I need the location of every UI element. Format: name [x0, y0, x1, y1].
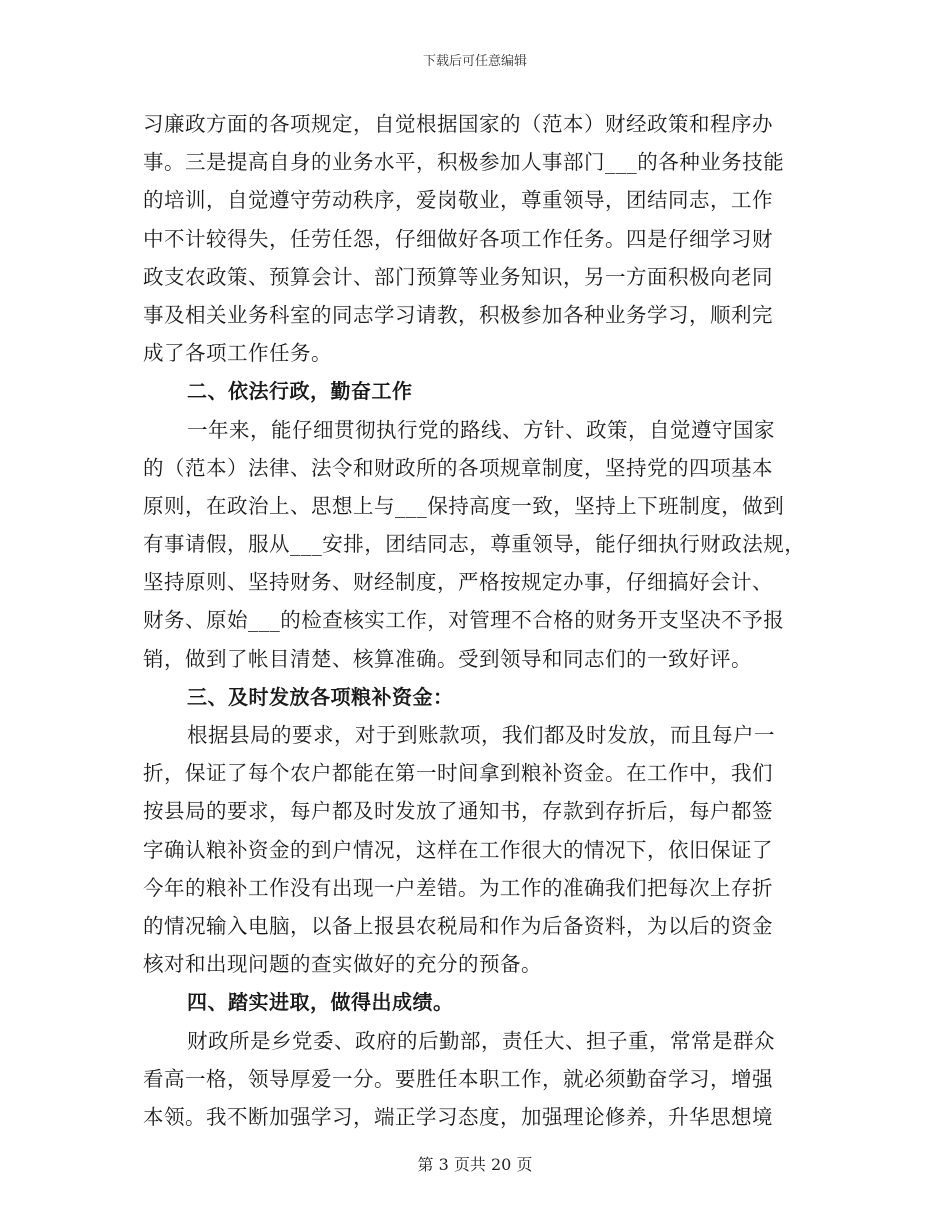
document-body — [143, 105, 813, 1136]
body-line: 政支农政策、预算会计、部门预算等业务知识，另一方面积极向老同 — [143, 264, 773, 289]
page-header: 下载后可任意编辑 — [422, 54, 527, 69]
body-line: 原则，在政治上、思想上与___保持高度一致，坚持上下班制度，做到 — [143, 493, 785, 518]
body-line: 成了各项工作任务。 — [143, 341, 332, 366]
body-line: 折，保证了每个农户都能在第一时间拿到粮补资金。在工作中，我们 — [143, 761, 773, 786]
body-line: 坚持原则、坚持财务、财经制度，严格按规定办事，仔细搞好会计、 — [143, 570, 773, 595]
body-line: 财务、原始___的检查核实工作，对管理不合格的财务开支坚决不予报 — [143, 608, 785, 633]
body-line: 的培训，自觉遵守劳动秩序，爱岗敬业，尊重领导，团结同志，工作 — [143, 188, 773, 213]
body-line: 根据县局的要求，对于到账款项，我们都及时发放，而且每户一 — [187, 723, 775, 747]
section-heading: 三、及时发放各项粮补资金： — [187, 684, 454, 709]
body-line: 本领。我不断加强学习，端正学习态度，加强理论修养，升华思想境 — [143, 1104, 773, 1129]
body-line: 事及相关业务科室的同志学习请教，积极参加各种业务学习，顺利完 — [143, 302, 773, 327]
body-line: 事。三是提高自身的业务水平，积极参加人事部门___的各种业务技能 — [143, 150, 785, 175]
body-line: 有事请假，服从___安排，团结同志，尊重领导，能仔细执行财政法规， — [143, 532, 806, 557]
body-line: 销，做到了帐目清楚、核算准确。受到领导和同志们的一致好评。 — [143, 646, 752, 671]
body-line: 习廉政方面的各项规定，自觉根据国家的（范本）财经政策和程序办 — [143, 112, 773, 136]
body-line: 看高一格，领导厚爱一分。要胜任本职工作，就必须勤奋学习，增强 — [143, 1066, 773, 1091]
body-line: 一年来，能仔细贯彻执行党的路线、方针、政策，自觉遵守国家 — [187, 417, 775, 442]
body-line: 按县局的要求，每户都及时发放了通知书，存款到存折后，每户都签 — [143, 799, 773, 824]
section-heading: 二、依法行政，勤奋工作 — [187, 379, 413, 404]
body-line: 中不计较得失，任劳任怨，仔细做好各项工作任务。四是仔细学习财 — [143, 226, 773, 251]
body-line: 今年的粮补工作没有出现一户差错。为工作的准确我们把每次上存折 — [143, 875, 773, 900]
body-line: 的情况输入电脑，以备上报县农税局和作为后备资料，为以后的资金 — [143, 913, 773, 938]
page-footer: 第 3 页共 20 页 — [417, 1155, 533, 1174]
section-heading: 四、踏实进取，做得出成绩。 — [187, 990, 454, 1015]
body-line: 字确认粮补资金的到户情况，这样在工作很大的情况下，依旧保证了 — [143, 837, 773, 862]
body-line: 的（范本）法律、法令和财政所的各项规章制度，坚持党的四项基本 — [143, 455, 773, 480]
body-line: 核对和出现问题的查实做好的充分的预备。 — [143, 952, 542, 977]
body-line: 财政所是乡党委、政府的后勤部，责任大、担子重，常常是群众 — [187, 1028, 775, 1053]
